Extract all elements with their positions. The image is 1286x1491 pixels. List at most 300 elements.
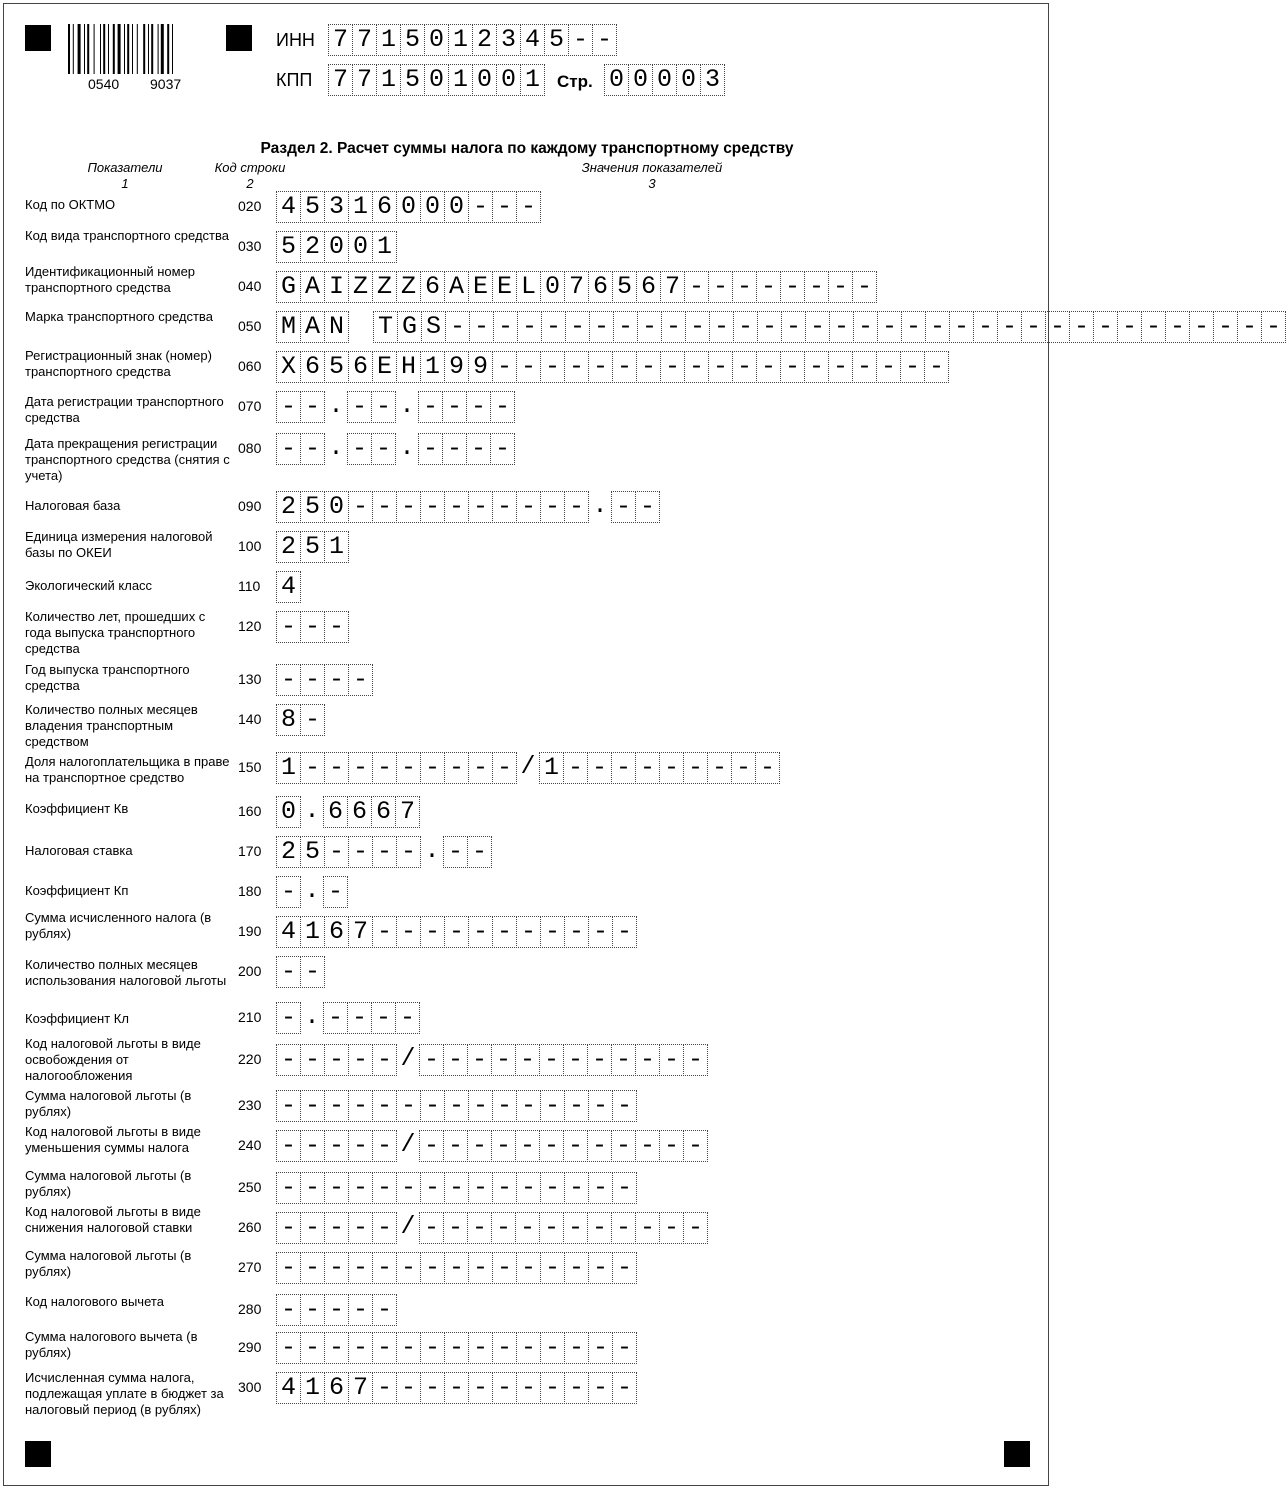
row-value-field-130[interactable] [276, 664, 372, 696]
row-value-090-cell: - [540, 491, 565, 523]
column-header-values-text: Значения показателей [581, 160, 723, 175]
row-code-150: 150 [238, 759, 262, 775]
row-value-150-cell: - [348, 752, 373, 784]
row-value-230-cell: - [516, 1090, 541, 1122]
row-value-230-cell: - [540, 1090, 565, 1122]
row-value-220-cell: - [683, 1044, 708, 1076]
row-value-170-cell: - [396, 836, 421, 868]
row-value-290-cell: - [540, 1332, 565, 1364]
row-value-040-cell: L [516, 271, 541, 303]
row-value-080-cell: - [442, 433, 467, 465]
row-value-200-cell: - [276, 956, 301, 988]
row-value-290-cell: - [372, 1332, 397, 1364]
row-value-040-cell: A [444, 271, 469, 303]
row-value-230-cell: - [444, 1090, 469, 1122]
row-value-070-cell: - [347, 391, 372, 423]
row-label-160: Коэффициент Кв [25, 801, 129, 816]
row-value-020-cell: 1 [348, 191, 373, 223]
row-value-030-cell: 0 [324, 231, 349, 263]
row-value-230-cell: - [492, 1090, 517, 1122]
row-value-field-120[interactable] [276, 611, 348, 643]
row-value-050-cell: - [1117, 311, 1142, 343]
inn-cell: 7 [352, 24, 377, 56]
row-value-140-cell: - [300, 704, 325, 736]
row-label-110: Экологический класс [25, 578, 153, 593]
row-code-050: 050 [238, 318, 262, 334]
inn-cell: - [592, 24, 617, 56]
row-value-020-cell: 0 [396, 191, 421, 223]
row-value-190-cell: - [468, 916, 493, 948]
row-value-290-cell: - [492, 1332, 517, 1364]
row-value-050-cell: - [1189, 311, 1214, 343]
row-value-190-cell: 1 [300, 916, 325, 948]
row-value-050-cell: - [997, 311, 1022, 343]
row-label-070: Дата регистрации транспортного средства [25, 394, 224, 425]
row-label-150: Доля налогоплательщика в праве на транспортное средство [25, 754, 230, 785]
row-value-260-cell: - [587, 1212, 612, 1244]
row-value-040-cell: Z [396, 271, 421, 303]
row-value-150-cell: - [683, 752, 708, 784]
row-value-080-cell: . [328, 433, 344, 462]
row-value-080-cell: - [371, 433, 396, 465]
row-value-070-cell: - [418, 391, 443, 423]
row-value-050-cell: - [445, 311, 470, 343]
row-value-field-170[interactable] [276, 836, 491, 868]
row-value-260-cell: / [400, 1212, 416, 1241]
row-value-260-cell: - [683, 1212, 708, 1244]
row-value-070-cell: - [371, 391, 396, 423]
row-value-240-cell: - [635, 1130, 660, 1162]
row-code-210: 210 [238, 1009, 262, 1025]
row-value-020-cell: 3 [324, 191, 349, 223]
row-value-050-cell: S [421, 311, 446, 343]
row-value-290-cell: - [444, 1332, 469, 1364]
row-value-290-cell: - [396, 1332, 421, 1364]
row-value-150-cell: - [563, 752, 588, 784]
inn-cell: 7 [328, 24, 353, 56]
row-value-050-cell: - [589, 311, 614, 343]
row-value-field-190[interactable] [276, 916, 636, 948]
row-value-230-cell: - [564, 1090, 589, 1122]
row-value-150-cell: - [324, 752, 349, 784]
row-value-110-cell: 4 [276, 571, 301, 603]
row-value-050-cell: - [757, 311, 782, 343]
row-value-060-cell: - [588, 351, 613, 383]
kpp-cell: 1 [376, 64, 401, 96]
row-value-040-cell: A [300, 271, 325, 303]
row-value-220-cell: - [491, 1044, 516, 1076]
row-value-field-070[interactable] [276, 391, 514, 423]
row-value-060-cell: 6 [348, 351, 373, 383]
row-value-300-cell: 1 [300, 1372, 325, 1404]
row-code-070: 070 [238, 398, 262, 414]
row-value-field-150[interactable] [276, 752, 779, 784]
row-code-170: 170 [238, 843, 262, 859]
row-value-290-cell: - [516, 1332, 541, 1364]
row-value-050-cell: G [397, 311, 422, 343]
row-value-090-cell: - [444, 491, 469, 523]
row-value-030-cell: 0 [348, 231, 373, 263]
row-value-160-cell: 7 [395, 796, 420, 828]
row-value-280-cell: - [372, 1294, 397, 1326]
row-value-290-cell: - [348, 1332, 373, 1364]
inn-field[interactable] [328, 24, 616, 56]
row-value-field-270[interactable] [276, 1252, 636, 1284]
row-value-040-cell: - [780, 271, 805, 303]
row-value-050-cell: - [493, 311, 518, 343]
corner-marker-top-right [226, 25, 252, 51]
row-label-060: Регистрационный знак (номер) транспортного средства [25, 348, 212, 379]
row-value-060-cell: H [396, 351, 421, 383]
row-value-270-cell: - [516, 1252, 541, 1284]
row-value-090-cell: - [348, 491, 373, 523]
row-value-210-cell: - [323, 1002, 348, 1034]
row-value-160-cell: 6 [323, 796, 348, 828]
row-value-090-cell: - [492, 491, 517, 523]
row-value-070-cell: - [442, 391, 467, 423]
row-value-170-cell: - [348, 836, 373, 868]
row-value-080-cell: . [399, 433, 415, 462]
row-value-040-cell: 7 [564, 271, 589, 303]
page-number-field[interactable] [604, 64, 724, 96]
row-value-220-cell: - [563, 1044, 588, 1076]
row-value-220-cell: - [515, 1044, 540, 1076]
row-value-160-cell: 6 [347, 796, 372, 828]
row-value-230-cell: - [468, 1090, 493, 1122]
row-value-field-040[interactable] [276, 271, 876, 303]
row-value-160-cell: 6 [371, 796, 396, 828]
row-value-290-cell: - [324, 1332, 349, 1364]
row-label-300: Исчисленная сумма налога, подлежащая уплате в бюджет за налоговый период (в рублях) [25, 1370, 224, 1417]
row-value-040-cell: - [828, 271, 853, 303]
row-label-220: Код налоговой льготы в виде освобождения от налогообложения [25, 1036, 201, 1083]
row-value-210-cell: - [276, 1002, 301, 1034]
row-value-field-060[interactable] [276, 351, 948, 383]
row-value-130-cell: - [348, 664, 373, 696]
row-value-060-cell: 9 [468, 351, 493, 383]
row-value-150-cell: - [611, 752, 636, 784]
row-value-190-cell: - [492, 916, 517, 948]
row-label-210: Коэффициент Кл [25, 1011, 129, 1026]
row-value-090-cell: - [372, 491, 397, 523]
row-value-060-cell: 1 [420, 351, 445, 383]
row-value-240-cell: - [659, 1130, 684, 1162]
row-value-270-cell: - [276, 1252, 301, 1284]
row-value-050-cell: - [853, 311, 878, 343]
row-value-220-cell: - [443, 1044, 468, 1076]
row-value-270-cell: - [444, 1252, 469, 1284]
row-value-060-cell: - [828, 351, 853, 383]
row-value-field-210[interactable] [276, 1002, 419, 1034]
row-code-160: 160 [238, 803, 262, 819]
row-value-230-cell: - [300, 1090, 325, 1122]
row-value-190-cell: 4 [276, 916, 301, 948]
row-value-140-cell: 8 [276, 704, 301, 736]
row-value-field-080[interactable] [276, 433, 514, 465]
row-value-050-cell: - [1237, 311, 1262, 343]
row-value-090-cell: - [635, 491, 660, 523]
row-value-240-cell: - [491, 1130, 516, 1162]
row-value-field-180[interactable] [276, 876, 347, 908]
row-code-190: 190 [238, 923, 262, 939]
row-value-160-cell: 0 [276, 796, 301, 828]
row-value-040-cell: E [492, 271, 517, 303]
row-value-250-cell: - [540, 1172, 565, 1204]
row-code-200: 200 [238, 963, 262, 979]
row-value-220-cell: / [400, 1044, 416, 1073]
row-value-240-cell: - [587, 1130, 612, 1162]
row-value-060-cell: - [636, 351, 661, 383]
row-value-060-cell: - [540, 351, 565, 383]
row-value-220-cell: - [611, 1044, 636, 1076]
row-value-150-cell: - [468, 752, 493, 784]
row-value-040-cell: - [852, 271, 877, 303]
row-value-070-cell: - [300, 391, 325, 423]
row-value-050-cell: - [901, 311, 926, 343]
row-value-080-cell: - [490, 433, 515, 465]
row-value-190-cell: - [540, 916, 565, 948]
row-value-030-cell: 1 [372, 231, 397, 263]
row-value-070-cell: - [276, 391, 301, 423]
row-value-230-cell: - [348, 1090, 373, 1122]
row-value-060-cell: - [492, 351, 517, 383]
row-label-180: Коэффициент Кп [25, 883, 129, 898]
row-label-190: Сумма исчисленного налога (в рублях) [25, 910, 212, 941]
row-value-field-240[interactable] [276, 1130, 707, 1162]
row-value-040-cell: - [708, 271, 733, 303]
row-code-220: 220 [238, 1051, 262, 1067]
row-value-field-110[interactable] [276, 571, 300, 603]
kpp-cell: 7 [352, 64, 377, 96]
row-code-290: 290 [238, 1339, 262, 1355]
row-code-230: 230 [238, 1097, 262, 1113]
kpp-field[interactable] [328, 64, 544, 96]
row-value-field-030[interactable] [276, 231, 396, 263]
row-value-150-cell: / [520, 752, 536, 781]
row-value-050-cell: T [373, 311, 398, 343]
row-value-290-cell: - [588, 1332, 613, 1364]
row-code-080: 080 [238, 440, 262, 456]
row-value-060-cell: - [876, 351, 901, 383]
row-value-230-cell: - [396, 1090, 421, 1122]
row-value-130-cell: - [300, 664, 325, 696]
row-value-290-cell: - [612, 1332, 637, 1364]
row-value-250-cell: - [372, 1172, 397, 1204]
row-value-220-cell: - [324, 1044, 349, 1076]
row-value-250-cell: - [300, 1172, 325, 1204]
row-value-field-140[interactable] [276, 704, 324, 736]
row-code-060: 060 [238, 358, 262, 374]
row-value-080-cell: - [347, 433, 372, 465]
row-value-270-cell: - [324, 1252, 349, 1284]
row-value-060-cell: X [276, 351, 301, 383]
row-value-300-cell: - [492, 1372, 517, 1404]
barcode-number-left: 0540 [88, 76, 120, 92]
row-value-240-cell: - [563, 1130, 588, 1162]
row-value-150-cell: - [300, 752, 325, 784]
barcode [66, 22, 208, 78]
row-code-110: 110 [238, 578, 261, 594]
row-value-250-cell: - [396, 1172, 421, 1204]
row-value-field-020[interactable] [276, 191, 540, 223]
row-value-050-cell: - [973, 311, 998, 343]
row-value-050-cell: - [733, 311, 758, 343]
row-value-060-cell: - [804, 351, 829, 383]
row-value-300-cell: - [540, 1372, 565, 1404]
row-value-070-cell: - [466, 391, 491, 423]
row-value-050-cell: - [1165, 311, 1190, 343]
row-value-240-cell: - [683, 1130, 708, 1162]
row-value-090-cell: 5 [300, 491, 325, 523]
inn-label: ИНН [276, 30, 315, 50]
row-value-290-cell: - [468, 1332, 493, 1364]
row-value-020-cell: - [516, 191, 541, 223]
row-value-150-cell: - [372, 752, 397, 784]
row-value-020-cell: 0 [444, 191, 469, 223]
row-value-260-cell: - [324, 1212, 349, 1244]
row-value-020-cell: - [492, 191, 517, 223]
row-value-040-cell: E [468, 271, 493, 303]
row-value-020-cell: 5 [300, 191, 325, 223]
row-value-060-cell: - [732, 351, 757, 383]
row-value-050-cell: - [1261, 311, 1286, 343]
row-value-260-cell: - [611, 1212, 636, 1244]
row-code-240: 240 [238, 1137, 262, 1153]
row-value-220-cell: - [372, 1044, 397, 1076]
row-value-060-cell: - [564, 351, 589, 383]
corner-marker-bottom-right [1004, 1441, 1030, 1467]
row-value-230-cell: - [276, 1090, 301, 1122]
row-value-170-cell: - [443, 836, 468, 868]
row-value-240-cell: - [300, 1130, 325, 1162]
row-value-180-cell: - [276, 876, 301, 908]
row-value-290-cell: - [276, 1332, 301, 1364]
row-value-120-cell: - [324, 611, 349, 643]
row-value-230-cell: - [324, 1090, 349, 1122]
row-value-020-cell: - [468, 191, 493, 223]
row-value-260-cell: - [419, 1212, 444, 1244]
row-value-field-200[interactable] [276, 956, 324, 988]
row-value-field-280[interactable] [276, 1294, 396, 1326]
row-value-field-160[interactable] [276, 796, 419, 828]
row-value-field-050[interactable] [276, 311, 1285, 343]
row-value-050-cell: - [925, 311, 950, 343]
row-value-180-cell: . [304, 876, 320, 905]
row-value-230-cell: - [420, 1090, 445, 1122]
row-value-240-cell: / [400, 1130, 416, 1159]
row-value-field-300[interactable] [276, 1372, 636, 1404]
row-value-260-cell: - [491, 1212, 516, 1244]
row-value-050-cell: - [1021, 311, 1046, 343]
page-number-cell: 0 [604, 64, 629, 96]
row-value-190-cell: - [564, 916, 589, 948]
row-value-060-cell: E [372, 351, 397, 383]
row-value-260-cell: - [539, 1212, 564, 1244]
row-value-050-cell: M [276, 311, 301, 343]
row-value-050-cell: - [1045, 311, 1070, 343]
row-value-030-cell: 5 [276, 231, 301, 263]
page-number-cell: 0 [652, 64, 677, 96]
row-value-270-cell: - [468, 1252, 493, 1284]
kpp-cell: 0 [424, 64, 449, 96]
row-code-130: 130 [238, 671, 262, 687]
row-value-190-cell: - [588, 916, 613, 948]
inn-cell: 1 [448, 24, 473, 56]
row-value-050-cell: A [300, 311, 325, 343]
row-value-220-cell: - [635, 1044, 660, 1076]
row-label-280: Код налогового вычета [25, 1294, 164, 1309]
row-value-070-cell: . [399, 391, 415, 420]
row-label-170: Налоговая ставка [25, 843, 133, 858]
row-value-field-090[interactable] [276, 491, 659, 523]
row-value-130-cell: - [276, 664, 301, 696]
row-value-290-cell: - [564, 1332, 589, 1364]
row-value-250-cell: - [348, 1172, 373, 1204]
row-value-070-cell: - [490, 391, 515, 423]
row-value-050-cell: N [324, 311, 349, 343]
row-value-150-cell: - [420, 752, 445, 784]
row-value-field-290[interactable] [276, 1332, 636, 1364]
row-value-040-cell: 6 [636, 271, 661, 303]
row-value-060-cell: 6 [300, 351, 325, 383]
row-label-270: Сумма налоговой льготы (в рублях) [25, 1248, 192, 1279]
row-value-field-250[interactable] [276, 1172, 636, 1204]
row-value-050-cell: - [1069, 311, 1094, 343]
row-label-200: Количество полных месяцев использования налоговой льготы [25, 957, 227, 988]
row-value-300-cell: - [612, 1372, 637, 1404]
inn-cell: - [568, 24, 593, 56]
row-value-290-cell: - [300, 1332, 325, 1364]
row-value-270-cell: - [588, 1252, 613, 1284]
row-value-040-cell: - [756, 271, 781, 303]
column-header-indicators [65, 160, 185, 192]
row-label-290: Сумма налогового вычета (в рублях) [25, 1329, 198, 1360]
row-value-300-cell: - [444, 1372, 469, 1404]
column-header-indicators-number: 1 [121, 176, 129, 191]
row-code-260: 260 [238, 1219, 262, 1235]
row-value-220-cell: - [276, 1044, 301, 1076]
row-value-220-cell: - [419, 1044, 444, 1076]
inn-cell: 5 [544, 24, 569, 56]
row-value-field-220[interactable] [276, 1044, 707, 1076]
row-value-050-cell: - [685, 311, 710, 343]
row-value-250-cell: - [420, 1172, 445, 1204]
row-value-020-cell: 6 [372, 191, 397, 223]
row-value-090-cell: 0 [324, 491, 349, 523]
row-value-240-cell: - [467, 1130, 492, 1162]
column-header-indicators-text: Показатели [87, 160, 163, 175]
row-value-field-100[interactable] [276, 531, 348, 563]
kpp-cell: 1 [448, 64, 473, 96]
row-value-050-cell: - [949, 311, 974, 343]
row-value-060-cell: - [780, 351, 805, 383]
row-value-260-cell: - [300, 1212, 325, 1244]
row-label-040: Идентификационный номер транспортного средства [25, 264, 196, 295]
row-value-290-cell: - [420, 1332, 445, 1364]
row-value-040-cell: 0 [540, 271, 565, 303]
row-value-field-230[interactable] [276, 1090, 636, 1122]
row-value-220-cell: - [539, 1044, 564, 1076]
row-value-180-cell: - [323, 876, 348, 908]
row-value-090-cell: 2 [276, 491, 301, 523]
row-value-050-cell: - [877, 311, 902, 343]
row-value-260-cell: - [563, 1212, 588, 1244]
row-value-050-cell: - [805, 311, 830, 343]
row-value-field-260[interactable] [276, 1212, 707, 1244]
row-value-060-cell: - [852, 351, 877, 383]
row-value-240-cell: - [419, 1130, 444, 1162]
row-value-170-cell: 5 [300, 836, 325, 868]
